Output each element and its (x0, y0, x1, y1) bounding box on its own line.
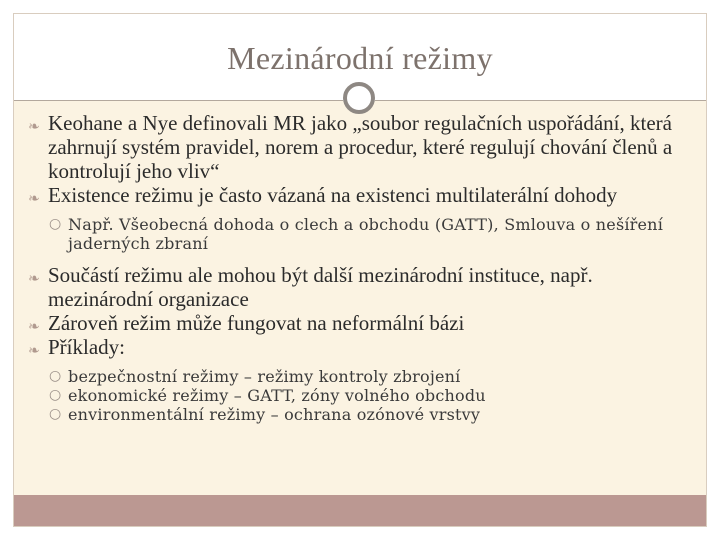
bullet-l1-icon: ❧ (28, 191, 40, 207)
sub-bullet-item (28, 367, 688, 386)
bullet-l1-icon: ❧ (28, 343, 40, 359)
sub-bullet-text: environmentální režimy – ochrana ozónové vrstvy (68, 405, 481, 424)
bullet-l2-icon: ○ (49, 387, 62, 403)
sub-bullet-item (28, 405, 688, 424)
bullet-item (28, 183, 688, 207)
bullet-item (28, 111, 688, 183)
bullet-l1-icon: ❧ (28, 319, 40, 335)
sub-bullet-item (28, 386, 688, 405)
sub-bullet-item (28, 215, 688, 253)
bullet-text: Existence režimu je často vázaná na existenci multilaterální dohody (48, 183, 618, 207)
bullet-text: Příklady: (48, 335, 125, 359)
bullet-l2-icon: ○ (49, 406, 62, 422)
bullet-list (28, 111, 688, 424)
bullet-l1-icon: ❧ (28, 271, 40, 287)
sub-bullet-text: bezpečnostní režimy – režimy kontroly zbrojení (68, 367, 461, 386)
bullet-l2-icon: ○ (49, 216, 62, 232)
title-divider-left (14, 100, 343, 101)
bullet-item (28, 335, 688, 359)
bullet-l1-icon: ❧ (28, 119, 40, 135)
sub-bullet-text: Např. Všeobecná dohoda o clech a obchodu (GATT), Smlouva o nešíření jaderných zbraní (68, 215, 664, 253)
bullet-item (28, 311, 688, 335)
title-divider-right (375, 100, 706, 101)
footer-bar (14, 495, 706, 526)
circle-ornament-icon (343, 82, 375, 114)
bullet-text: Zároveň režim může fungovat na neformální bázi (48, 311, 465, 335)
slide-title: Mezinárodní režimy (227, 40, 493, 76)
bullet-text: Součástí režimu ale mohou být další mezinárodní instituce, např. mezinárodní organizace (48, 263, 593, 311)
sub-bullet-text: ekonomické režimy – GATT, zóny volného obchodu (68, 386, 486, 405)
bullet-l2-icon: ○ (49, 368, 62, 384)
bullet-text: Keohane a Nye definovali MR jako „soubor regulačních uspořádání, která zahrnují systém pravidel, norem a procedur, které regulují chování členů a kontrolují jeho vliv“ (48, 111, 673, 183)
bullet-item (28, 263, 688, 311)
